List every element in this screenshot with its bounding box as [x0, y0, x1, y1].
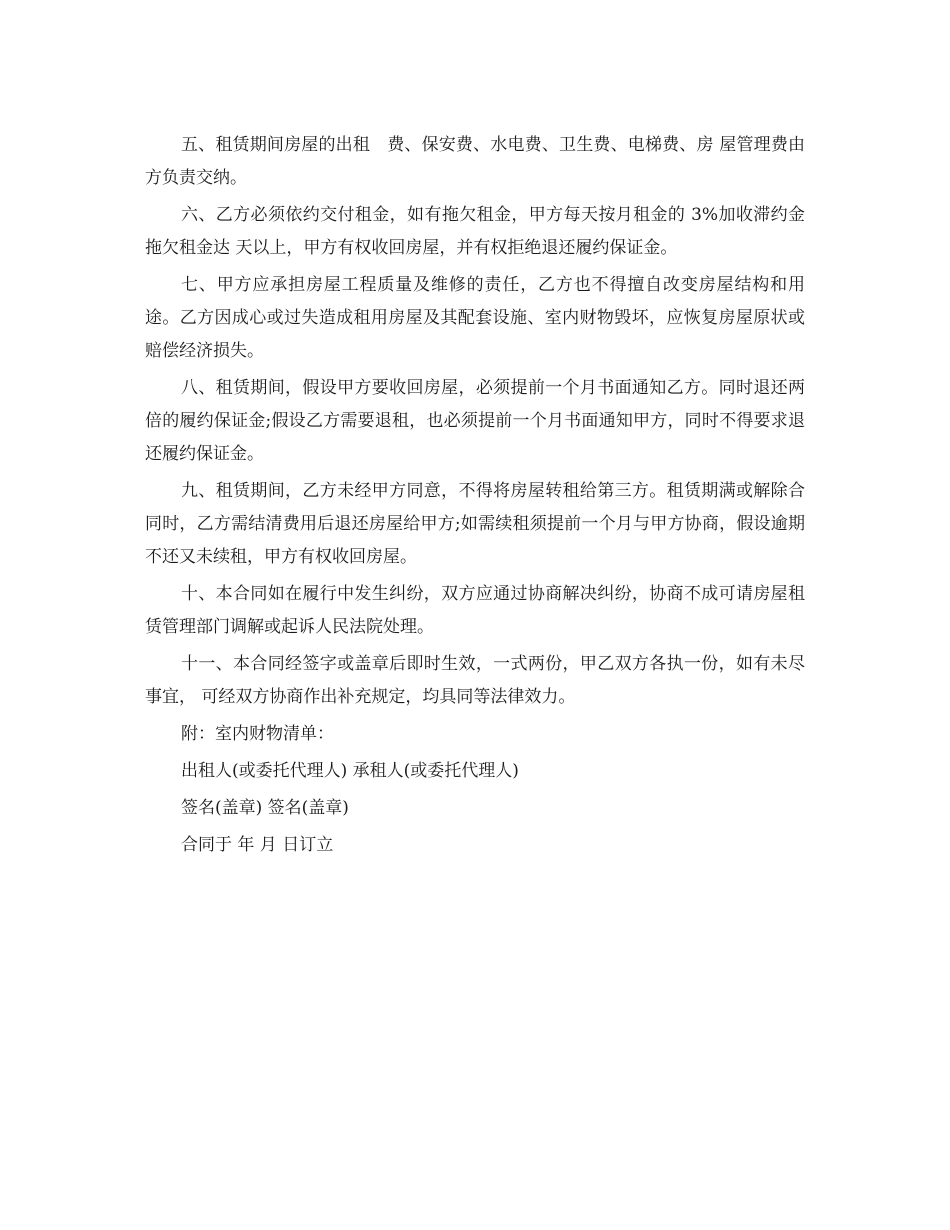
clause-5: 五、租赁期间房屋的出租 费、保安费、水电费、卫生费、电梯费、房 屋管理费由 方负责交纳。 [145, 135, 805, 188]
clause-7: 七、甲方应承担房屋工程质量及维修的责任，乙方也不得擅自改变房屋结构和用途。乙方因成心或过失造成租用房屋及其配套设施、室内财物毁坏，应恢复房屋原状或赔偿经济损失。 [145, 275, 805, 361]
clause-6: 六、乙方必须依约交付租金，如有拖欠租金，甲方每天按月租金的 3%加收滞约金拖欠租金达 天以上，甲方有权收回房屋，并有权拒绝退还履约保证金。 [145, 205, 805, 258]
attachment-line: 附：室内财物清单： [181, 724, 334, 744]
parties-line: 出租人(或委托代理人) 承租人(或委托代理人) [181, 761, 519, 781]
clause-10: 十、本合同如在履行中发生纠纷，双方应通过协商解决纠纷，协商不成可请房屋租赁管理部门调解或起诉人民法院处理。 [145, 584, 805, 637]
date-line: 合同于 年 月 日订立 [181, 835, 334, 855]
document-body [145, 129, 805, 866]
clause-11: 十一、本合同经签字或盖章后即时生效，一式两份，甲乙双方各执一份，如有未尽事宜， 可经双方协商作出补充规定，均具同等法律效力。 [145, 654, 805, 707]
clause-9: 九、租赁期间，乙方未经甲方同意，不得将房屋转租给第三方。租赁期满或解除合同时，乙方需结清费用后退还房屋给甲方;如需续租须提前一个月与甲方协商，假设逾期不还又未续租，甲方有权收回房屋。 [145, 481, 805, 567]
signatures-line: 签名(盖章) 签名(盖章) [181, 798, 349, 818]
clause-8: 八、租赁期间，假设甲方要收回房屋，必须提前一个月书面通知乙方。同时退还两倍的履约保证金;假设乙方需要退租，也必须提前一个月书面通知甲方，同时不得要求退还履约保证金。 [145, 378, 805, 464]
